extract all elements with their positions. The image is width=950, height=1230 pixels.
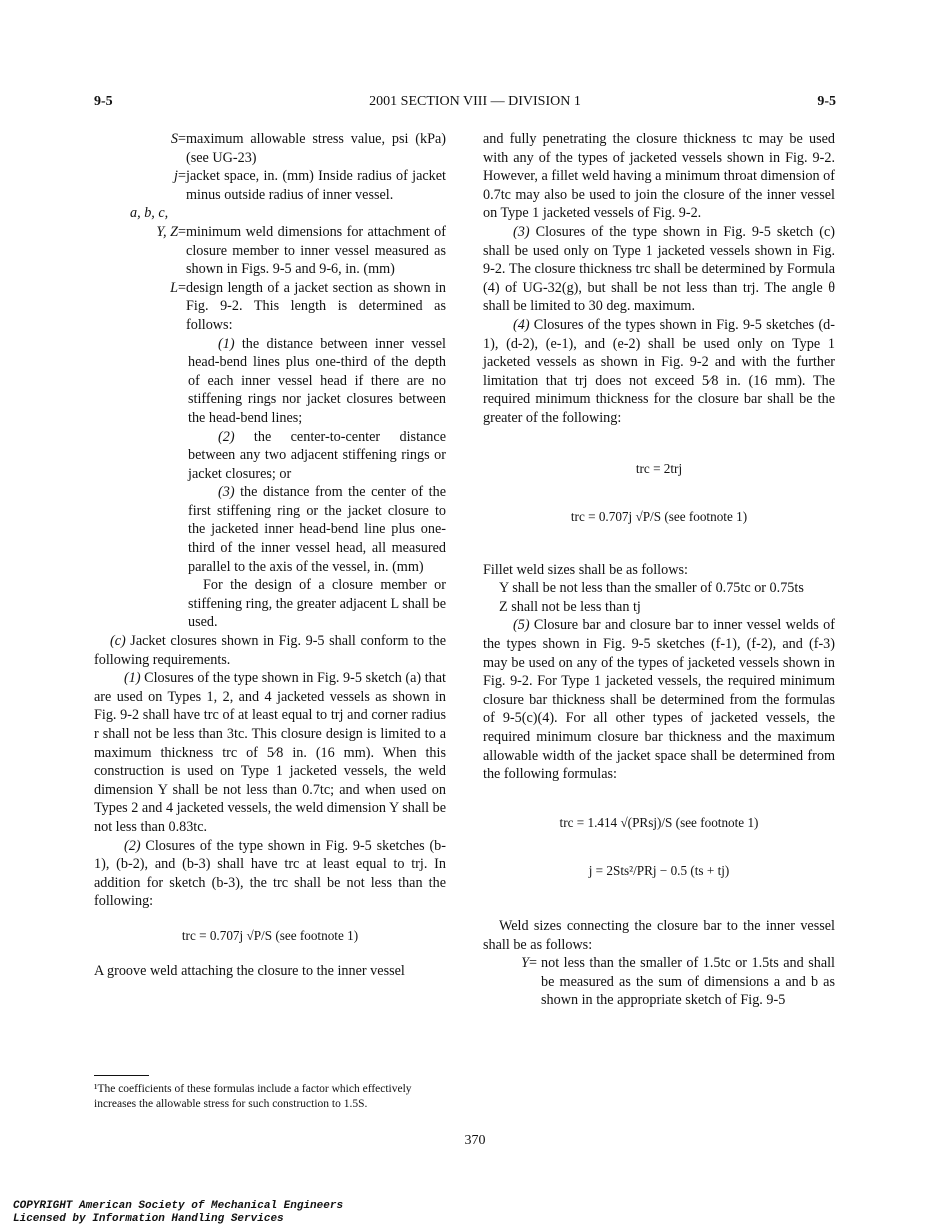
symbol-L: L [170, 279, 178, 296]
L-item-3 [94, 483, 446, 576]
item-text: Closures of the types shown in Fig. 9-5 sketches (d-1), (d-2), (e-1), and (e-2) shall be used only on Type 1 jacketed vessels as shown in Fig. 9-2 and with the further limitation that trj does not exceed 5⁄8 in. (16 mm). The required minimum thickness for the closure bar shall be the greater of the following: [483, 316, 835, 426]
page-number: 370 [464, 1133, 486, 1148]
definition-j [94, 167, 446, 204]
header-title: 2001 SECTION VIII — DIVISION 1 [369, 94, 581, 109]
symbol-YZ: Y, Z [156, 223, 178, 240]
item-number: (1) [124, 670, 141, 687]
symbol-abc: a, b, c, [130, 205, 169, 222]
copyright-line-1: COPYRIGHT American Society of Mechanical Engineers [13, 1200, 344, 1212]
header-section-right: 9-5 [817, 94, 836, 109]
item-number: (4) [513, 316, 530, 333]
symbol-Y: Y [521, 955, 529, 972]
L-note: For the design of a closure member or stiffening ring, the greater adjacent L shall be used. [188, 577, 446, 631]
weld-sizes-text: Weld sizes connecting the closure bar to the inner vessel shall be as follows: [483, 918, 835, 953]
item-number: (c) [110, 633, 126, 650]
definition-YZ [94, 223, 446, 279]
definition-L [94, 279, 446, 335]
symbol-j: j [174, 168, 178, 185]
equals-sign: = [529, 955, 538, 972]
paragraph-c3 [483, 223, 835, 316]
item-number: (2) [218, 428, 235, 445]
paragraph-c2 [94, 837, 446, 911]
right-column [483, 130, 835, 1010]
copyright-line-2: Licensed by Information Handling Services [13, 1213, 284, 1225]
item-text: the center-to-center distance between any two adjacent stiffening rings or jacket closures; or [188, 428, 446, 482]
paragraph-c4 [483, 316, 835, 428]
item-text: Jacket closures shown in Fig. 9-5 shall conform to the following requirements. [94, 633, 446, 668]
equals-sign: = [178, 131, 187, 147]
equals-sign: = [178, 279, 187, 296]
item-text: the distance from the center of the first stiffening ring or the jacket closure to the jacketed inner head-bend line plus one-third of the inner vessel head, all measured parallel to the axis of the vessel, in. (mm) [188, 484, 446, 575]
item-text: Closures of the type shown in Fig. 9-5 sketch (a) that are used on Types 1, 2, and 4 jacketed vessels as shown in Fig. 9-2 shall have trc of at least equal to trj and corner radius r shall not be less than 3tc. This closure design is limited to a maximum thickness trc of 5⁄8 in. (16 mm). When this construction is used on Type 1 jacketed vessels, the weld dimension Y shall be not less than 0.7tc; and when used on Types 2 and 4 jacketed vessels, the weld dimension Y shall be not less than 0.83tc. [94, 670, 446, 835]
paragraph-c5 [483, 616, 835, 783]
paragraph-c1 [94, 669, 446, 836]
definition-S-text: maximum allowable stress value, psi (kPa) (see UG-23) [186, 131, 446, 166]
item-text: Closures of the type shown in Fig. 9-5 sketches (b-1), (b-2), and (b-3) shall have trc at least equal to trj. In addition for sketch (b-3), the trc shall be not less than the following: [94, 837, 446, 910]
definition-L-text: design length of a jacket section as shown in Fig. 9-2. This length is determined as follows: [186, 279, 446, 333]
equals-sign: = [178, 168, 187, 185]
equation-5: j = 2Sts²/PRj − 0.5 (ts + tj) [588, 863, 730, 879]
fillet-weld-Z: Z shall not be less than tj [499, 598, 641, 615]
equation-1: trc = 0.707j √P/S (see footnote 1) [181, 927, 359, 943]
definition-YZ-text: minimum weld dimensions for attachment of closure member to inner vessel measured as shown in Figs. 9-5 and 9-6, in. (mm) [186, 223, 446, 278]
groove-weld-text: A groove weld attaching the closure to the inner vessel [94, 962, 405, 979]
item-number: (5) [513, 617, 530, 634]
equals-sign: = [178, 223, 187, 240]
definition-S [94, 130, 446, 167]
fillet-weld-Y: Y shall be not less than the smaller of 0.75tc or 0.75ts [499, 580, 804, 597]
equation-3: trc = 0.707j √P/S (see footnote 1) [570, 509, 748, 525]
definition-Y-text: not less than the smaller of 1.5tc or 1.5ts and shall be measured as the sum of dimensions a and b as shown in the appropriate sketch of Fig. 9-5 [541, 955, 835, 1009]
item-text: Closures of the type shown in Fig. 9-5 sketch (c) shall be used only on Type 1 jacketed vessels shown in Fig. 9-2. The closure thickness trc shall be determined by Formula (4) of UG-32(g), but shall be not less than trj. The angle θ shall be limited to 30 deg. maximum. [483, 223, 835, 315]
definition-Y [483, 954, 835, 1010]
paragraph-c [94, 632, 446, 669]
symbol-S: S [170, 131, 178, 147]
item-number: (3) [218, 484, 235, 501]
footnote: ¹The coefficients of these formulas include a factor which effectively increases the allowable stress for such construction to 1.5S. [94, 1083, 412, 1110]
equation-2: trc = 2trj [635, 460, 683, 476]
item-text: Closure bar and closure bar to inner vessel welds of the types shown in Fig. 9-5 sketches (f-1), (f-2), and (f-3) may be used on any of the types of jacketed vessels shown in Fig. 9-2. For Type 1 jacketed vessels, the required minimum closure bar thickness shall be determined from the formulas of 9-5(c)(4). For all other types of jacketed vessels, the required minimum closure bar thickness and the maximum allowable width of the jacket space shall be determined from the following formulas: [483, 617, 835, 783]
footnote-rule [94, 1075, 149, 1076]
item-number: (1) [218, 335, 235, 352]
fillet-weld-heading: Fillet weld sizes shall be as follows: [483, 561, 688, 578]
L-item-2 [94, 428, 446, 484]
header-section-left: 9-5 [94, 94, 113, 109]
L-item-1 [94, 335, 446, 428]
equation-4: trc = 1.414 √(PRsj)/S (see footnote 1) [559, 814, 759, 830]
left-column [94, 130, 446, 980]
item-number: (2) [124, 837, 141, 854]
item-number: (3) [513, 223, 530, 240]
item-text: the distance between inner vessel head-bend lines plus one-third of the depth of each inner vessel head if there are no stiffening rings nor jacket closures between the head-bend lines; [188, 335, 446, 426]
definition-j-text: jacket space, in. (mm) Inside radius of jacket minus outside radius of inner vessel. [186, 168, 446, 203]
paragraph-continued: and fully penetrating the closure thickness tc may be used with any of the types of jacketed vessels shown in Fig. 9-2. However, a fillet weld having a minimum throat dimension of 0.7tc may also be used to join the closure of the inner vessel on Type 1 jacketed vessels of Fig. 9-2. [483, 131, 835, 222]
